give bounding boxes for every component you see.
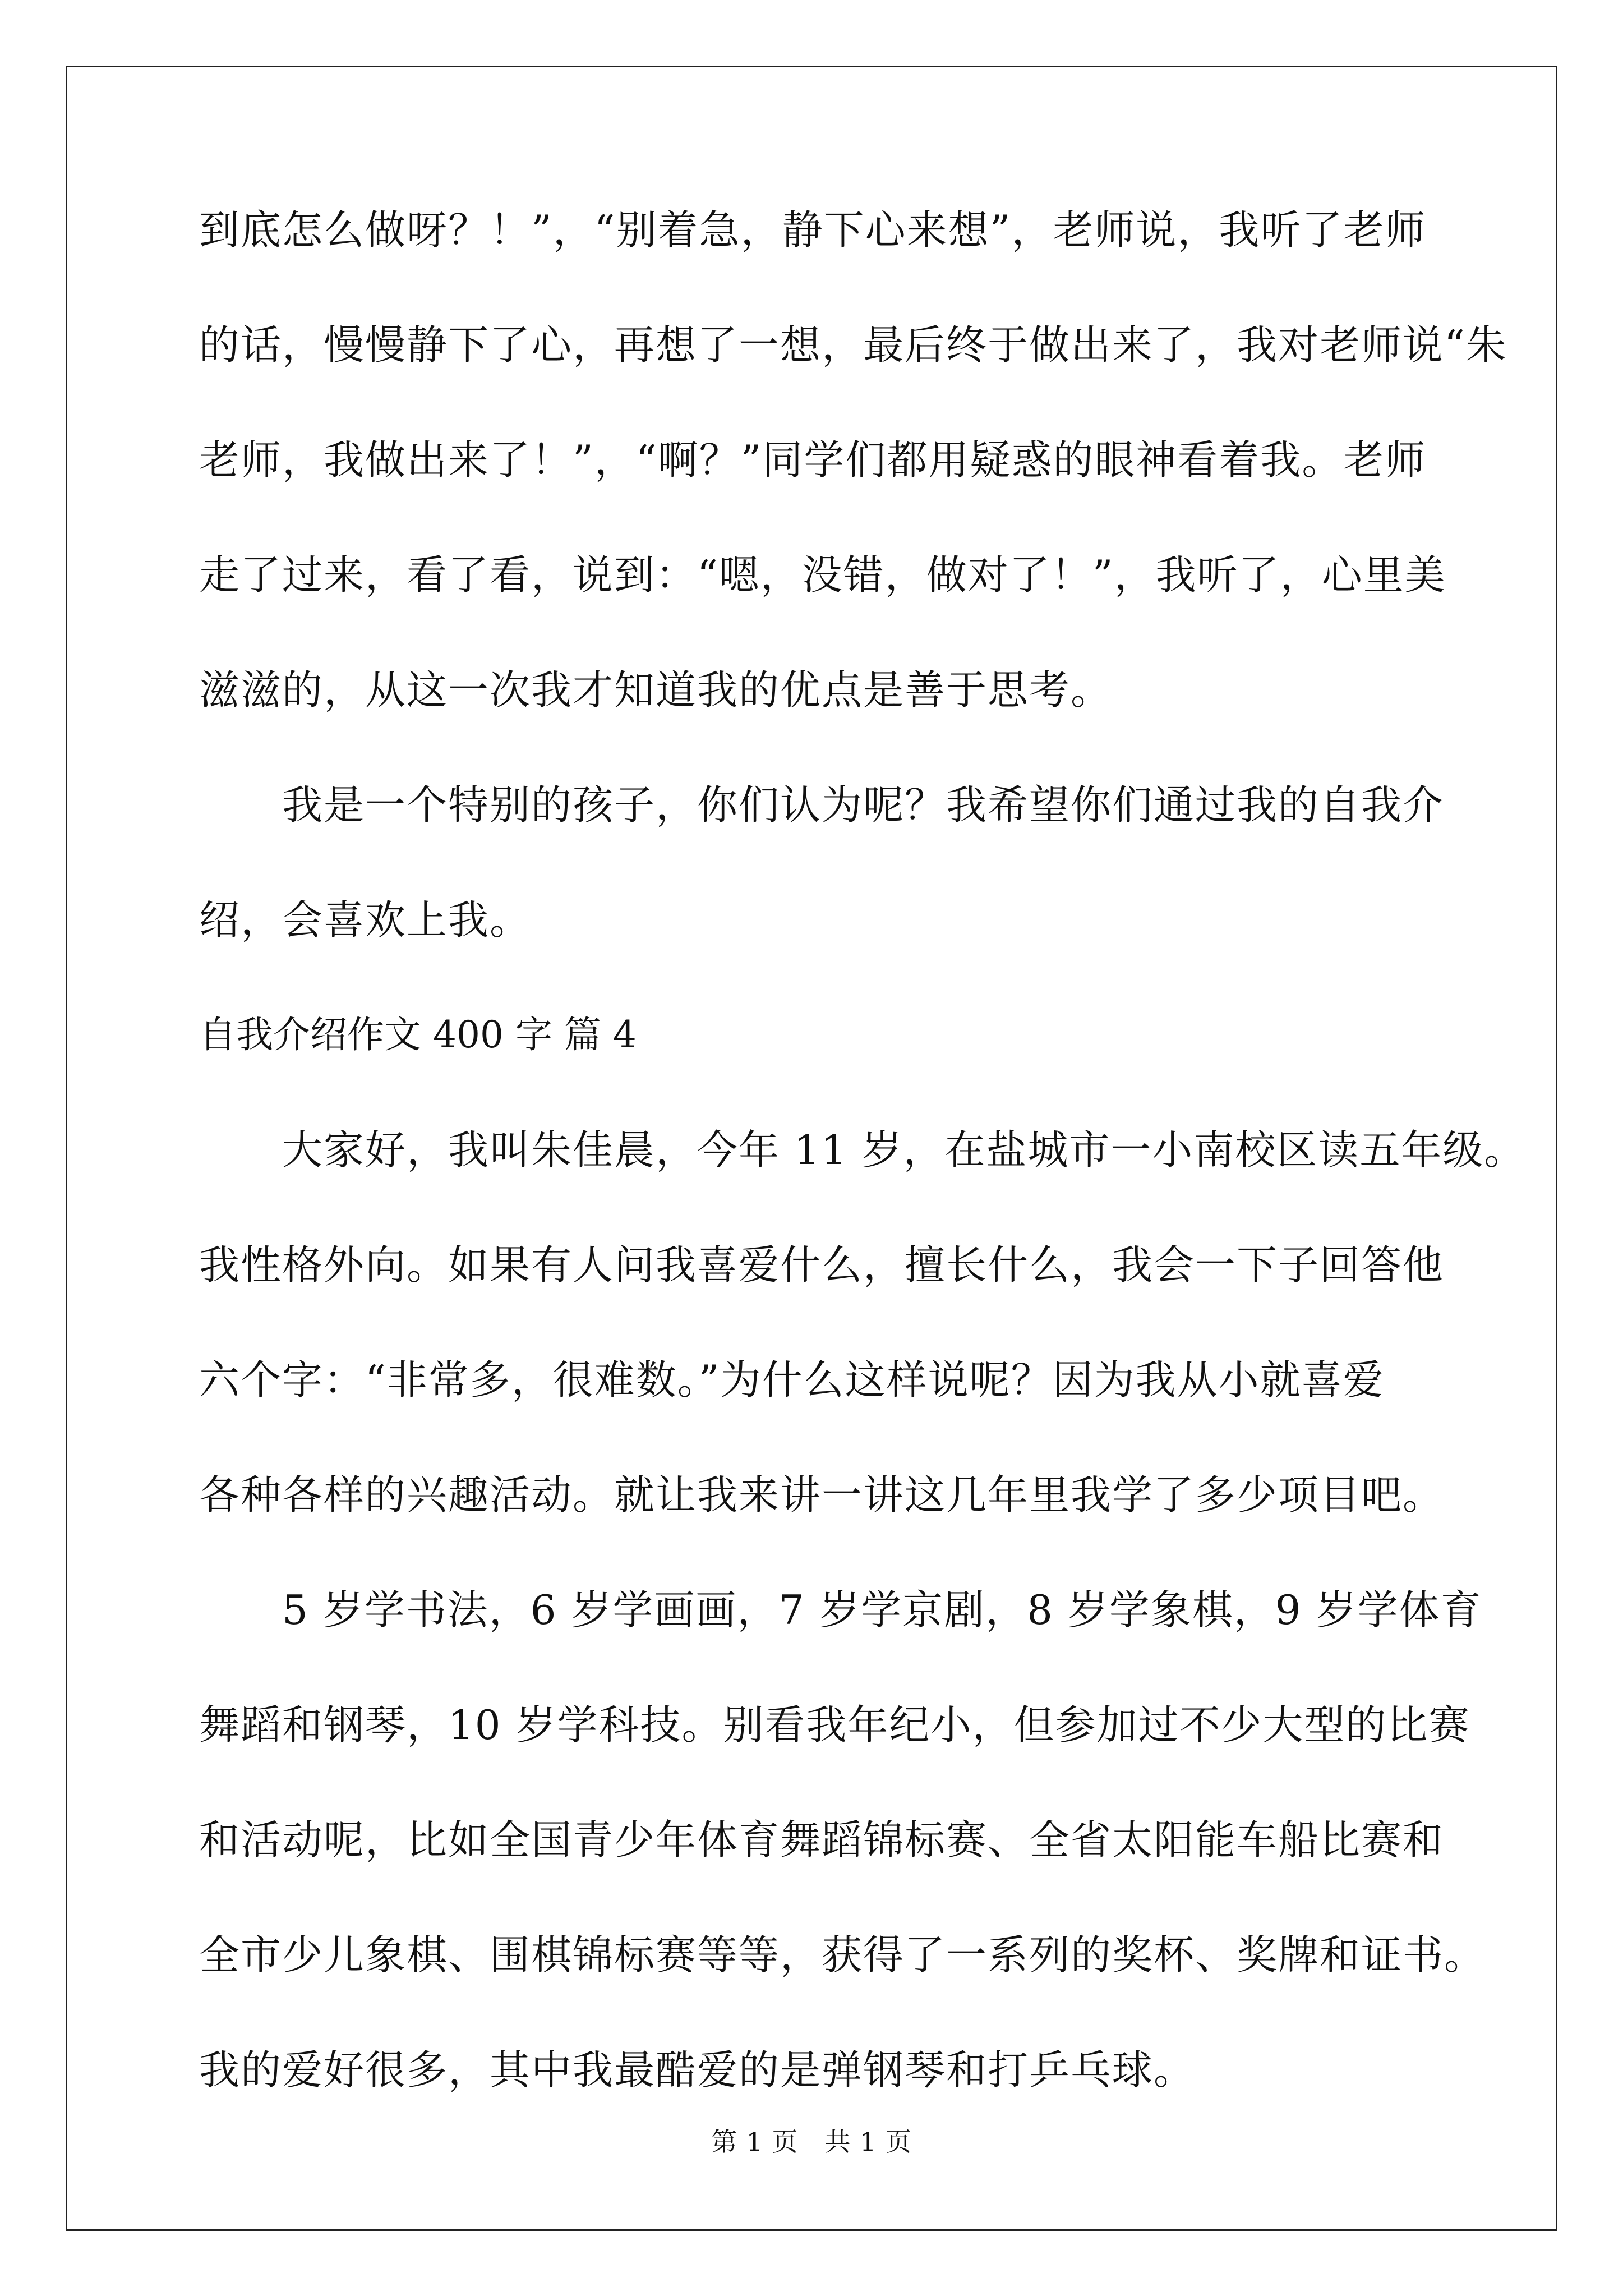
text-line: 我性格外向。如果有人问我喜爱什么，擅长什么，我会一下子回答他 (199, 1241, 1445, 1289)
text-line: 六个字：“非常多，很难数。”为什么这样说呢？因为我从小就喜爱 (199, 1356, 1385, 1404)
text-line: 到底怎么做呀？！”，“别着急，静下心来想”，老师说，我听了老师 (199, 206, 1427, 254)
text-line: 舞蹈和钢琴，10 岁学科技。别看我年纪小，但参加过不少大型的比赛 (199, 1701, 1470, 1749)
text-line: 全市少儿象棋、围棋锦标赛等等，获得了一系列的奖杯、奖牌和证书。 (199, 1931, 1486, 1978)
page-number-footer: 第 1 页 共 1 页 (711, 2127, 912, 2157)
document-body (199, 206, 1526, 2162)
text-line: 绍，会喜欢上我。 (199, 896, 532, 944)
text-line: 滋滋的，从这一次我才知道我的优点是善于思考。 (199, 666, 1113, 714)
text-line: 老师，我做出来了！”，“啊？”同学们都用疑惑的眼神看着我。老师 (199, 436, 1427, 484)
text-line: 和活动呢，比如全国青少年体育舞蹈锦标赛、全省太阳能车船比赛和 (199, 1816, 1445, 1864)
text-line: 大家好，我叫朱佳晨，今年 11 岁，在盐城市一小南校区读五年级。 (282, 1126, 1526, 1174)
text-line: 我是一个特别的孩子，你们认为呢？我希望你们通过我的自我介 (282, 781, 1445, 829)
text-line: 的话，慢慢静下了心，再想了一想，最后终于做出来了，我对老师说“朱 (199, 321, 1507, 369)
text-line: 5 岁学书法，6 岁学画画，7 岁学京剧，8 岁学象棋，9 岁学体育 (282, 1586, 1482, 1634)
text-line: 走了过来，看了看，说到：“嗯，没错，做对了！”，我听了，心里美 (199, 551, 1446, 599)
text-line: 各种各样的兴趣活动。就让我来讲一讲这几年里我学了多少项目吧。 (199, 1471, 1445, 1519)
section-heading: 自我介绍作文 400 字 篇 4 (199, 1013, 637, 1056)
text-line: 我的爱好很多，其中我最酷爱的是弹钢琴和打乒乓球。 (199, 2046, 1196, 2093)
